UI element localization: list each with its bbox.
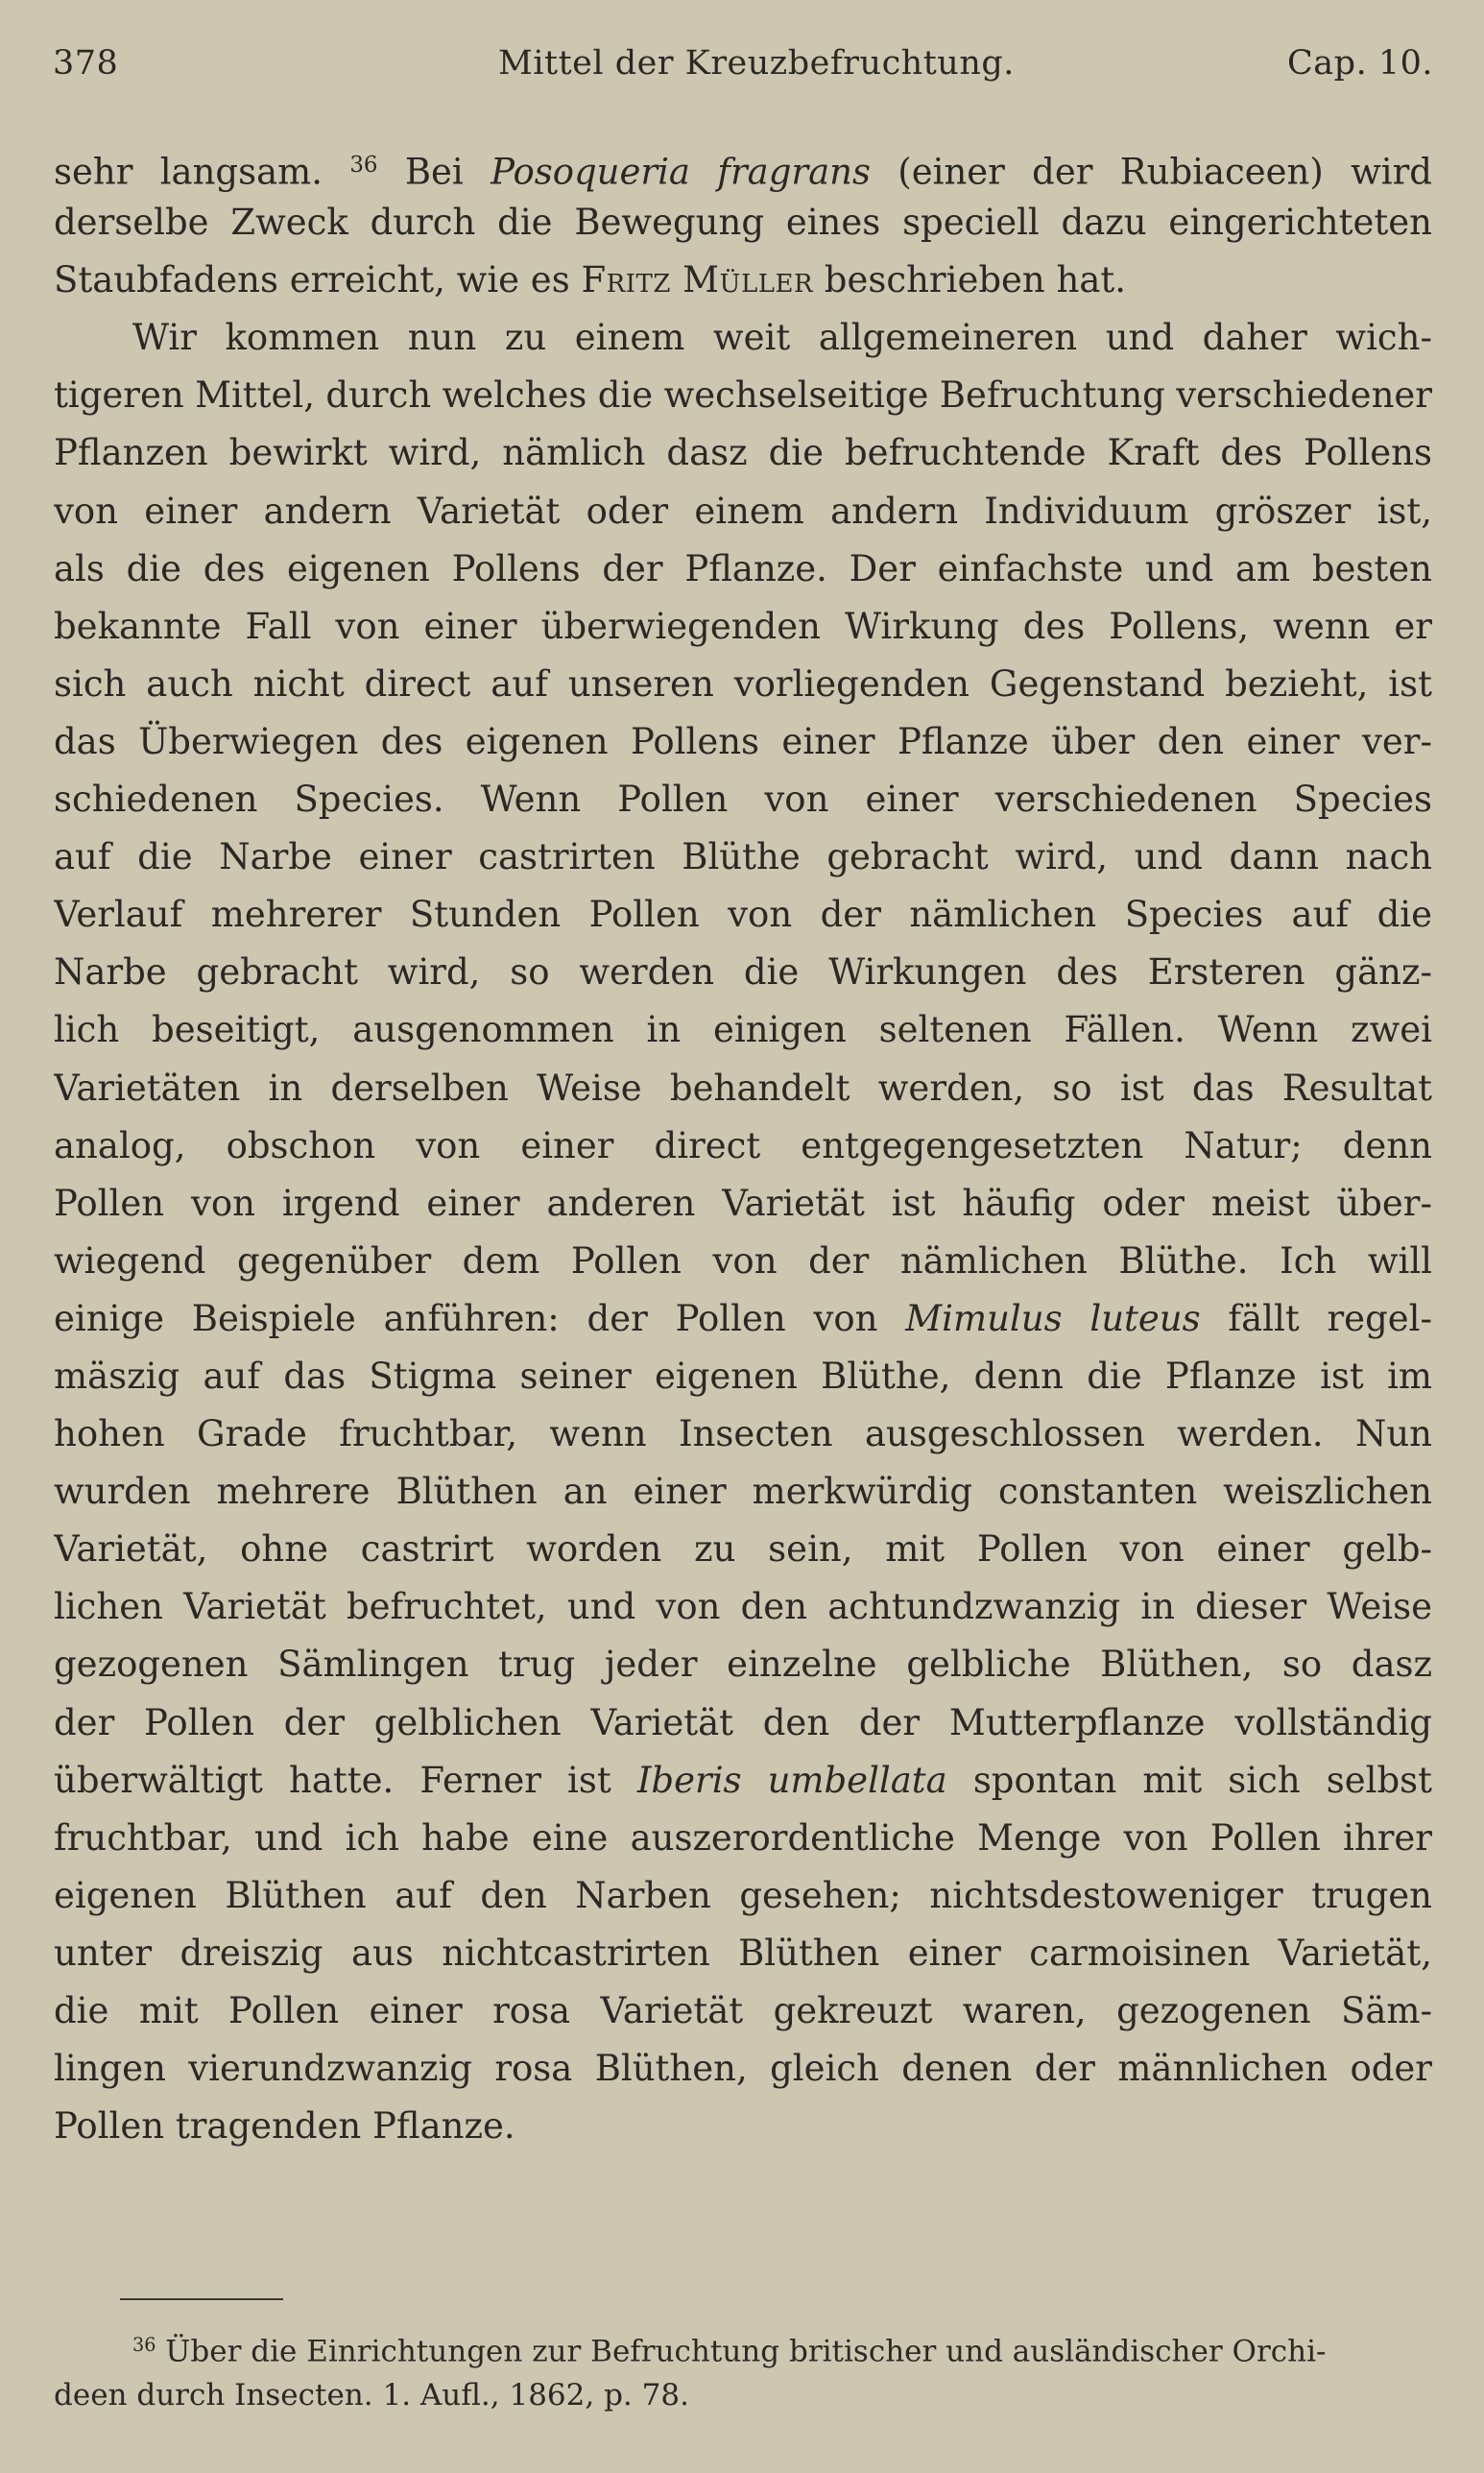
chapter-label: Cap. 10.: [1287, 44, 1433, 83]
text-line: [54, 1578, 1432, 1636]
text-segment: beschrieben hat.: [813, 259, 1127, 301]
text-segment: fällt regel-: [1200, 1297, 1432, 1339]
text-line: [54, 2098, 1432, 2155]
text-line: [54, 194, 1432, 252]
text-line: [54, 1982, 1432, 2040]
running-header: [53, 44, 1433, 102]
text-segment: das Überwiegen des eigenen Pollens einer Pflanze über den einer ver-: [54, 720, 1432, 762]
text-line: [54, 1117, 1432, 1175]
text-segment: auf die Narbe einer castrirten Blüthe gebracht wird, und dann nach: [54, 836, 1432, 878]
text-line: [54, 1694, 1432, 1752]
text-line: [54, 1001, 1432, 1059]
text-segment: wurden mehrere Blüthen an einer merkwürdig constanten weiszlichen: [54, 1471, 1432, 1513]
italic-term: Posoqueria fragrans: [491, 151, 871, 193]
text-line: [54, 483, 1432, 540]
italic-term: Iberis umbellata: [636, 1759, 947, 1801]
text-line: [54, 1348, 1432, 1405]
text-segment: bekannte Fall von einer überwiegenden Wirkung des Pollens, wenn er: [54, 605, 1432, 647]
text-segment: Pollen tragenden Pflanze.: [54, 2105, 515, 2148]
text-segment: (einer der Rubiaceen) wird: [870, 151, 1432, 193]
footnote: [54, 2323, 1432, 2417]
text-segment: Narbe gebracht wird, so werden die Wirkungen des Ersteren gänz-: [54, 951, 1432, 994]
text-segment: überwältigt hatte. Ferner ist: [54, 1759, 637, 1801]
text-line: [54, 1636, 1432, 1693]
text-line: [54, 656, 1432, 713]
text-segment: tigeren Mittel, durch welches die wechselseitige Befruchtung verschiedener: [54, 374, 1432, 417]
text-line: [54, 1060, 1432, 1117]
text-segment: spontan mit sich selbst: [946, 1759, 1432, 1801]
text-line: [54, 1752, 1432, 1810]
text-segment: sich auch nicht direct auf unseren vorliegenden Gegenstand bezieht, ist: [54, 662, 1432, 705]
text-segment: lichen Varietät befruchtet, und von den achtundzwanzig in dieser Weise: [54, 1586, 1432, 1628]
text-segment: eigenen Blüthen auf den Narben gesehen; nichtsdestoweniger trugen: [54, 1874, 1432, 1916]
text-segment: schiedenen Species. Wenn Pollen von einer verschiedenen Species: [54, 779, 1432, 821]
text-line: [54, 771, 1432, 828]
text-line: [54, 367, 1432, 424]
text-line: [54, 1521, 1432, 1578]
text-segment: unter dreiszig aus nichtcastrirten Blüthen einer carmoisinen Varietät,: [54, 1932, 1432, 1974]
text-line: [54, 944, 1432, 1001]
text-segment: Bei: [377, 151, 491, 193]
text-segment: einige Beispiele anführen: der Pollen von: [54, 1297, 906, 1339]
body-text: [54, 136, 1432, 2155]
text-line: [54, 828, 1432, 886]
text-segment: lich beseitigt, ausgenommen in einigen seltenen Fällen. Wenn zwei: [54, 1009, 1432, 1051]
footnote-reference: 36: [349, 153, 378, 178]
text-segment: fruchtbar, und ich habe eine auszerordentliche Menge von Pollen ihrer: [54, 1816, 1432, 1859]
text-segment: Pflanzen bewirkt wird, nämlich dasz die befruchtende Kraft des Pollens: [54, 432, 1432, 474]
footnote-line: deen durch Insecten. 1. Aufl., 1862, p. 78.: [54, 2377, 689, 2413]
italic-term: Mimulus luteus: [905, 1297, 1201, 1339]
text-segment: Staubfadens erreicht, wie es: [54, 259, 582, 301]
text-segment: gezogenen Sämlingen trug jeder einzelne gelbliche Blüthen, so dasz: [54, 1644, 1432, 1686]
text-segment: von einer andern Varietät oder einem andern Individuum gröszer ist,: [54, 490, 1432, 532]
page-number: 378: [53, 44, 119, 83]
text-line: [54, 1290, 1432, 1348]
running-title: Mittel der Kreuzbefruchtung.: [498, 44, 1015, 83]
text-segment: Varietäten in derselben Weise behandelt werden, so ist das Resultat: [54, 1067, 1432, 1109]
text-segment: als die des eigenen Pollens der Pflanze. Der einfachste und am besten: [54, 547, 1432, 589]
text-line: [54, 598, 1432, 656]
text-segment: hohen Grade fruchtbar, wenn Insecten ausgeschlossen werden. Nun: [54, 1413, 1432, 1455]
footnote-line: [54, 2323, 1432, 2374]
text-line: [54, 424, 1432, 482]
footnote-divider: [120, 2298, 283, 2300]
text-segment: derselbe Zweck durch die Bewegung eines speciell dazu eingerichteten: [54, 202, 1432, 244]
text-line: [54, 1867, 1432, 1925]
text-segment: der Pollen der gelblichen Varietät den der Mutterpflanze vollständig: [54, 1701, 1432, 1743]
text-segment: mäszig auf das Stigma seiner eigenen Blüthe, denn die Pflanze ist im: [54, 1355, 1432, 1397]
text-segment: Varietät, ohne castrirt worden zu sein, mit Pollen von einer gelb-: [54, 1528, 1432, 1571]
text-line: [54, 252, 1432, 309]
text-segment: Wir kommen nun zu einem weit allgemeineren und daher wich-: [132, 317, 1432, 359]
text-line: [54, 1233, 1432, 1290]
text-segment: Pollen von irgend einer anderen Varietät ist häufig oder meist über-: [54, 1182, 1432, 1224]
text-line: [54, 1925, 1432, 1982]
author-name: Fritz Müller: [581, 259, 814, 301]
text-line: [54, 1463, 1432, 1521]
text-line: [54, 886, 1432, 944]
footnote-marker: 36: [132, 2334, 156, 2356]
text-line: [54, 2040, 1432, 2098]
text-line: [54, 136, 1432, 194]
footnote-text: Über die Einrichtungen zur Befruchtung britischer und ausländischer Orchi-: [156, 2334, 1327, 2369]
text-segment: wiegend gegenüber dem Pollen von der nämlichen Blüthe. Ich will: [54, 1239, 1432, 1282]
text-segment: analog, obschon von einer direct entgegengesetzten Natur; denn: [54, 1124, 1432, 1166]
text-line: [54, 1405, 1432, 1463]
text-segment: Verlauf mehrerer Stunden Pollen von der nämlichen Species auf die: [54, 894, 1432, 936]
text-line: [54, 1175, 1432, 1233]
text-line: [54, 309, 1432, 367]
text-segment: sehr langsam.: [54, 151, 350, 193]
text-segment: lingen vierundzwanzig rosa Blüthen, gleich denen der männlichen oder: [54, 2048, 1432, 2090]
text-line: [54, 1810, 1432, 1867]
text-line: [54, 713, 1432, 771]
text-line: [54, 540, 1432, 598]
text-segment: die mit Pollen einer rosa Varietät gekreuzt waren, gezogenen Säm-: [54, 1990, 1432, 2031]
